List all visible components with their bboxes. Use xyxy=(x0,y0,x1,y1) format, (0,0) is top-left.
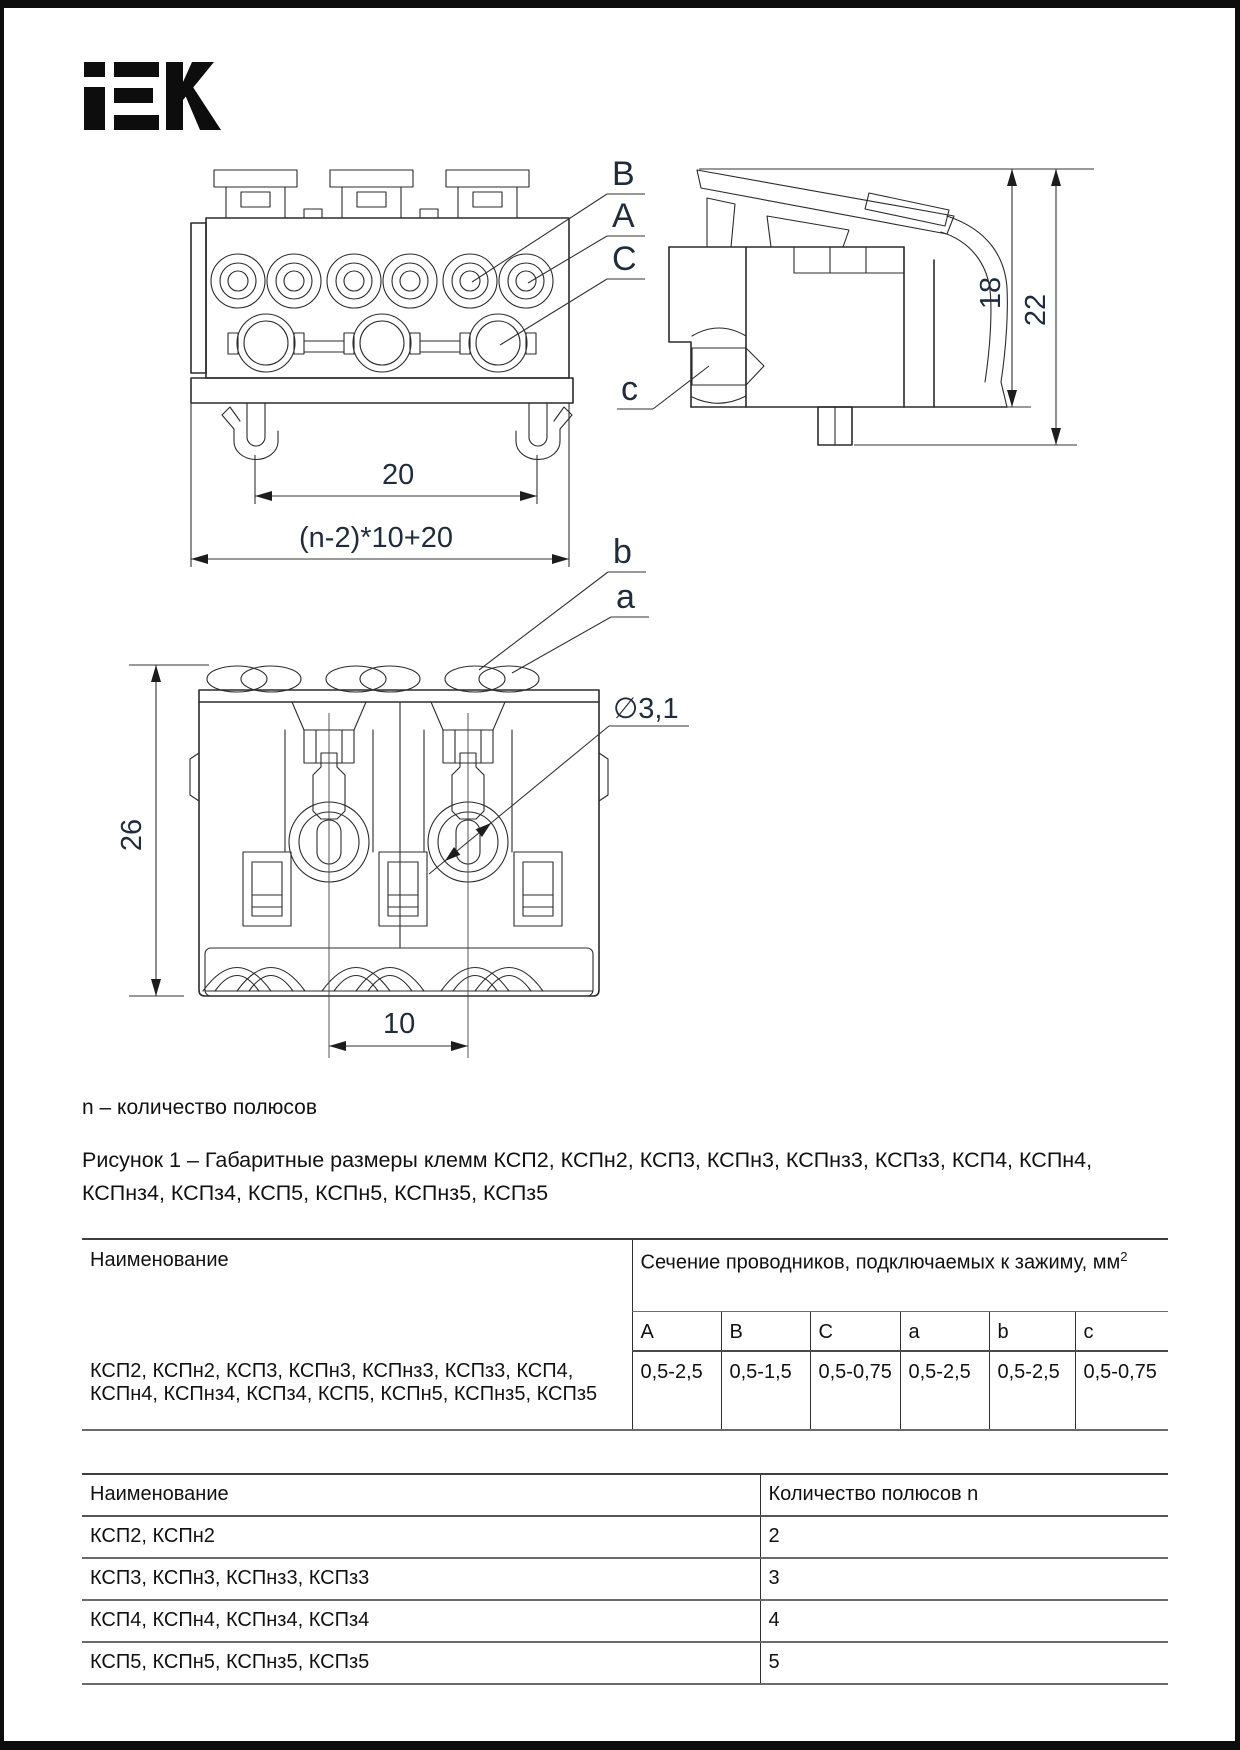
front-view-body xyxy=(191,218,573,403)
t1-subcol-B: B xyxy=(721,1311,810,1351)
side-view-drawing xyxy=(549,138,1119,458)
front-view-feet xyxy=(222,403,572,460)
figure-caption: Рисунок 1 – Габаритные размеры клемм КСП2, КСПн2, КСП3, КСПн3, КСПнз3, КСПз3, КСП4, КСПн4, КСПнз4, КСПз4, КСП5, КСПн5, КСПнз5, КСПз5 xyxy=(82,1148,1093,1205)
side-view-body xyxy=(669,247,1007,407)
t2-header-name: Наименование xyxy=(82,1474,760,1516)
poles-table xyxy=(82,1473,1168,1685)
svg-text:20: 20 xyxy=(382,459,415,491)
t1-subcol-a: a xyxy=(900,1311,989,1351)
label-b-upper: B xyxy=(612,155,635,193)
top-view-bottom-scallops xyxy=(203,948,593,996)
t1-subcol-A: A xyxy=(632,1311,721,1351)
top-view-dim-pole-pitch xyxy=(329,1008,468,1051)
table-row xyxy=(82,1351,1168,1430)
t1-row-name: КСП2, КСПн2, КСП3, КСПн3, КСПнз3, КСПз3, КСП4, КСПн4, КСПнз4, КСПз4, КСП5, КСПн5, КСПнз5, КСПз5 xyxy=(82,1351,632,1430)
svg-text:22: 22 xyxy=(1020,293,1052,327)
front-view-caps xyxy=(214,170,529,218)
top-view-latch-windows xyxy=(243,852,562,926)
t1-subcol-b: b xyxy=(989,1311,1075,1351)
svg-text:a: a xyxy=(616,578,635,616)
t1-value-c: 0,5-0,75 xyxy=(1075,1351,1168,1430)
t2-row-name: КСП5, КСПн5, КСПнз5, КСПз5 xyxy=(82,1642,760,1684)
side-view-wire-pocket xyxy=(692,328,764,403)
t2-row-poles: 2 xyxy=(760,1516,1168,1558)
svg-text:(n-2)*10+20: (n-2)*10+20 xyxy=(299,522,453,554)
t1-value-A: 0,5-2,5 xyxy=(632,1351,721,1430)
t2-row-poles: 4 xyxy=(760,1600,1168,1642)
top-view-clamp-channels xyxy=(285,702,512,882)
t2-row-name: КСП2, КСПн2 xyxy=(82,1516,760,1558)
side-view-foot xyxy=(818,407,852,445)
t2-row-name: КСП3, КСПн3, КСПнз3, КСПз3 xyxy=(82,1558,760,1600)
side-view-label-c xyxy=(617,366,709,409)
t1-value-C: 0,5-0,75 xyxy=(810,1351,900,1430)
top-view-body xyxy=(190,690,608,996)
table-row xyxy=(82,1600,1168,1642)
t1-value-B: 0,5-1,5 xyxy=(721,1351,810,1430)
iek-logo xyxy=(84,62,209,130)
t1-value-a: 0,5-2,5 xyxy=(900,1351,989,1430)
t1-header-name: Наименование xyxy=(82,1239,632,1351)
top-view-dim-depth xyxy=(116,665,209,996)
poles-note: n – количество полюсов xyxy=(82,1096,317,1119)
svg-text:∅3,1: ∅3,1 xyxy=(613,693,679,725)
table-row xyxy=(82,1558,1168,1600)
svg-text:26: 26 xyxy=(116,818,148,852)
table-row xyxy=(82,1642,1168,1684)
t2-row-poles: 5 xyxy=(760,1642,1168,1684)
svg-text:c: c xyxy=(621,370,638,408)
table-row xyxy=(82,1516,1168,1558)
t1-subcol-c: c xyxy=(1075,1311,1168,1351)
label-c-upper: C xyxy=(612,240,637,278)
svg-text:10: 10 xyxy=(383,1008,416,1040)
top-view-drawing xyxy=(89,463,709,1063)
t1-header-section: Сечение проводников, подключаемых к зажиму, $мм^2$ xyxy=(632,1239,1168,1311)
table-row xyxy=(82,1474,1168,1516)
svg-text:b: b xyxy=(613,533,632,571)
t1-value-b: 0,5-2,5 xyxy=(989,1351,1075,1430)
side-view-dim-22 xyxy=(854,169,1077,445)
t1-subcol-C: C xyxy=(810,1311,900,1351)
front-view-wire-holes xyxy=(211,254,553,372)
t2-header-poles: Количество полюсов n xyxy=(760,1474,1168,1516)
side-view-lever xyxy=(697,170,1007,407)
cross-section-table xyxy=(82,1238,1168,1431)
top-view-wire-bumps xyxy=(207,666,539,692)
label-a-upper: A xyxy=(612,197,635,235)
t2-row-name: КСП4, КСПн4, КСПнз4, КСПз4 xyxy=(82,1600,760,1642)
svg-text:18: 18 xyxy=(975,276,1007,310)
t2-row-poles: 3 xyxy=(760,1558,1168,1600)
